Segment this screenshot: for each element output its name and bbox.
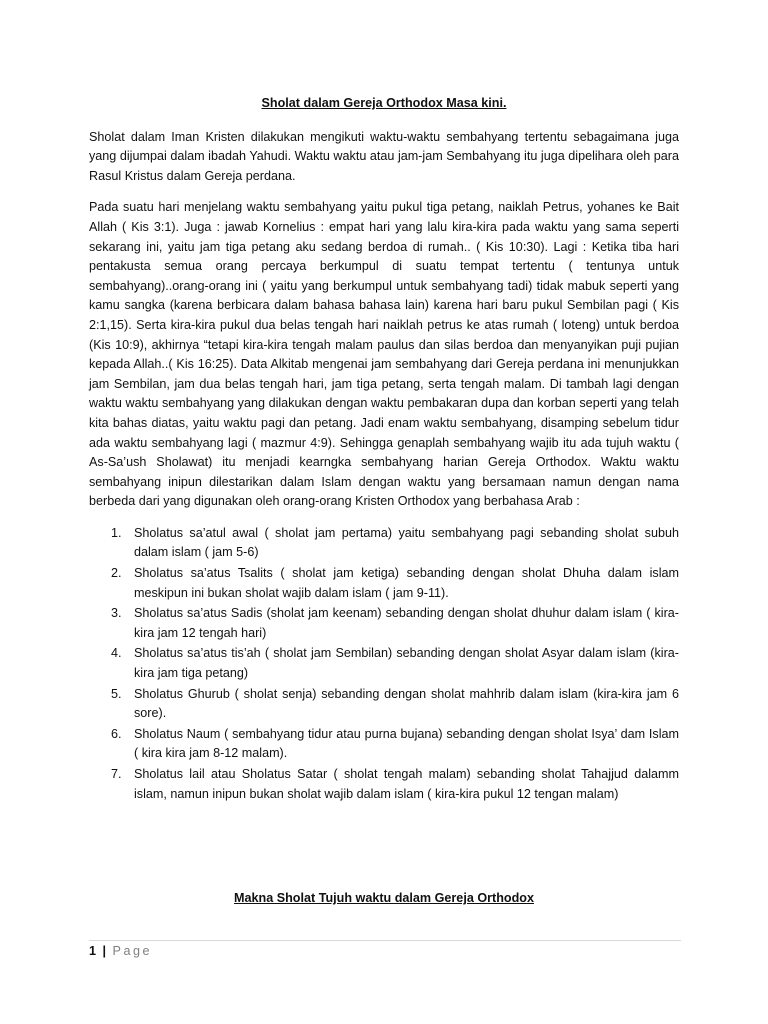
footer-divider	[89, 940, 681, 941]
list-item	[89, 604, 679, 643]
list-item	[89, 644, 679, 683]
list-item-text: Sholatus sa’atus Tsalits ( sholat jam ketiga) sebanding dengan sholat Dhuha dalam islam meskipun ini bukan sholat wajib dalam islam ( jam 9-11).	[134, 566, 679, 600]
list-item-text: Sholatus Naum ( sembahyang tidur atau purna bujana) sebanding dengan sholat Isya’ dam Islam ( kira kira jam 8-12 malam).	[134, 726, 679, 761]
footer-separator: |	[102, 944, 107, 958]
list-item-number: 3.	[111, 606, 122, 621]
list-item	[89, 564, 679, 603]
page-label: Page	[112, 944, 152, 958]
section-heading: Makna Sholat Tujuh waktu dalam Gereja Orthodox	[234, 891, 534, 905]
list-item	[89, 685, 679, 724]
list-item-text: Sholatus sa’atus Sadis (sholat jam keenam) sebanding dengan sholat dhuhur dalam islam ( kira-kira jam 12 tengah hari)	[134, 606, 679, 640]
page-footer	[89, 942, 152, 962]
page-number: 1	[89, 944, 97, 958]
list-item-text: Sholatus sa’atul awal ( sholat jam pertama) yaitu sembahyang pagi sebanding sholat subuh dalam islam ( jam 5-6)	[134, 525, 679, 560]
list-item-number: 2.	[111, 566, 122, 581]
list-item-number: 6.	[111, 726, 122, 741]
list-item-text: Sholatus lail atau Sholatus Satar ( sholat tengah malam) sebanding sholat Tahajjud dalamm islam, namun inipun bukan sholat wajib dalam islam ( kira-kira pukul 12 tengan malam)	[134, 767, 679, 801]
list-item-text: Sholatus sa’atus tis’ah ( sholat jam Sembilan) sebanding dengan sholat Asyar dalam islam (kira-kira jam tiga petang)	[134, 646, 679, 681]
list-item-text: Sholatus Ghurub ( sholat senja) sebanding dengan sholat mahhrib dalam islam (kira-kira jam 6 sore).	[134, 686, 679, 721]
list-item-number: 1.	[111, 525, 122, 540]
list-item	[89, 524, 679, 563]
document-title: Sholat dalam Gereja Orthodox Masa kini.	[261, 96, 507, 110]
list-item	[89, 725, 679, 764]
list-item	[89, 765, 679, 804]
list-item-number: 5.	[111, 686, 122, 701]
list-item-number: 4.	[111, 646, 122, 661]
paragraph-history: Pada suatu hari menjelang waktu sembahyang yaitu pukul tiga petang, naiklah Petrus, yohanes ke Bait Allah ( Kis 3:1). Juga : jawab Kornelius : empat hari yang lalu kira-kira pada waktu yang sama seperti sekarang ini, yaitu jam tiga petang aku sedang berdoa di rumah.. ( Kis 10:30). Lagi : Ketika tiba hari pentakusta semua orang percaya berkumpul di suatu tempat tertentu ( tentunya untuk sembahyang)..orang-orang ini ( yaitu yang berkumpul untuk sembahyang tadi) tidak mabuk seperti yang kamu sangka (karena berbicara dalam bahasa bahasa lain) karena hari baru pukul Sembilan pagi ( Kis 2:1,15). Serta kira-kira pukul dua belas tengah hari naiklah petrus ke atas rumah ( loteng) untuk berdoa (Kis 10:9), akhirnya “tetapi kira-kira tengah malam paulus dan silas berdoa dan menyanyikan puji pujian kepada Allah..( Kis 16:25). Data Alkitab mengenai jam sembahyang dari Gereja perdana ini menunjukkan jam Sembilan, jam dua belas tengah hari, jam tiga petang, serta tengah malam. Di tambah lagi dengan waktu waktu sembahyang yang dilakukan dengan waktu pembakaran dupa dan korban seperti yang telah kita bahas diatas, yaitu waktu pagi dan petang. Jadi enam waktu sembahyang, disamping sebelum tidur ada waktu sembahyang lagi ( mazmur 4:9). Sehingga genaplah sembahyang wajib itu ada tujuh waktu ( As-Sa’ush Sholawat) itu menjadi kearngka sembahyang harian Gereja Orthodox. Waktu waktu sembahyang inipun dilestarikan dalam Islam dengan waktu yang bersamaan namun dengan nama berbeda dari yang digunakan oleh orang-orang Kristen Orthodox yang berbahasa Arab :	[89, 200, 679, 509]
list-item-number: 7.	[111, 767, 122, 781]
prayer-times-list	[89, 524, 679, 804]
paragraph-intro: Sholat dalam Iman Kristen dilakukan mengikuti waktu-waktu sembahyang tertentu sebagaimana juga yang dijumpai dalam ibadah Yahudi. Waktu waktu atau jam-jam Sembahyang itu juga dipelihara oleh para Rasul Kristus dalam Gereja perdana.	[89, 129, 679, 183]
document-body	[89, 94, 679, 805]
